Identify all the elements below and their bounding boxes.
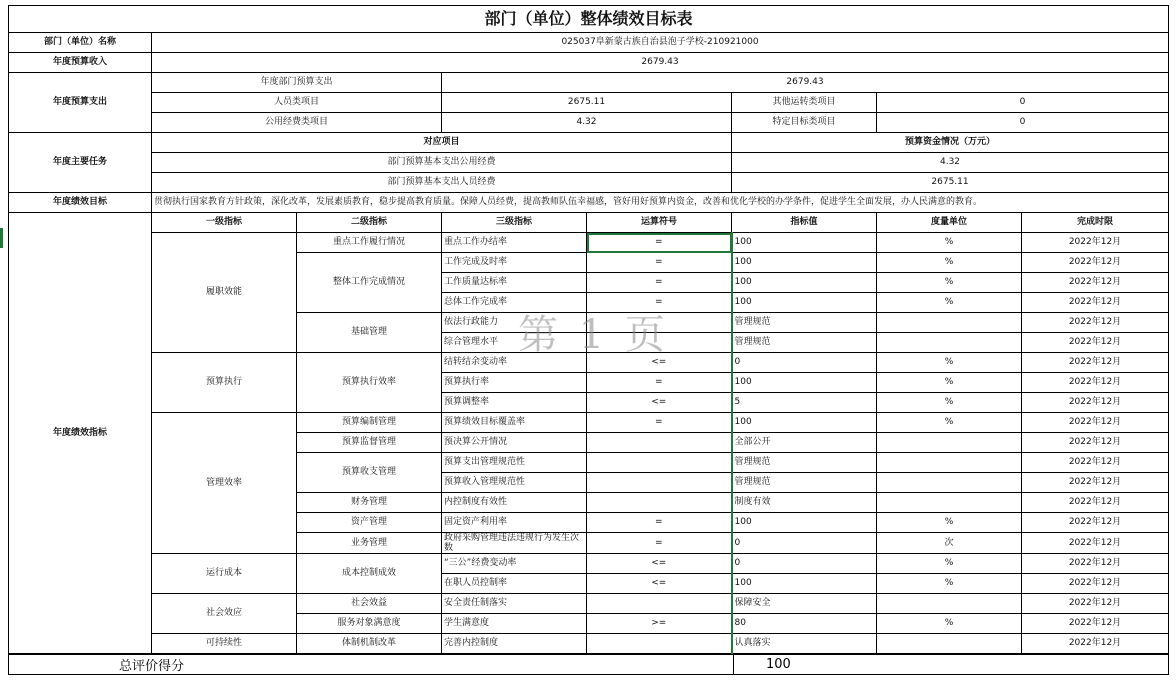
indicator-operator[interactable]: <=: [587, 554, 732, 574]
indicator-operator[interactable]: =: [587, 233, 732, 253]
indicator-level3[interactable]: 预算绩效目标覆盖率: [442, 413, 587, 433]
indicator-target-value[interactable]: 0: [732, 353, 877, 373]
expense-public-value[interactable]: 4.32: [442, 113, 732, 133]
indicator-target-value[interactable]: 管理规范: [732, 453, 877, 473]
indicator-operator[interactable]: =: [587, 513, 732, 533]
indicator-level3[interactable]: 在职人员控制率: [442, 574, 587, 594]
indicator-header[interactable]: 完成时限: [1022, 213, 1169, 233]
indicator-deadline[interactable]: 2022年12月: [1022, 574, 1169, 594]
indicator-level3[interactable]: 总体工作完成率: [442, 293, 587, 313]
indicator-level3[interactable]: 结转结余变动率: [442, 353, 587, 373]
indicator-level2[interactable]: 预算监督管理: [297, 433, 442, 453]
indicator-unit[interactable]: %: [877, 373, 1022, 393]
indicator-operator[interactable]: =: [587, 373, 732, 393]
tasks-col-item[interactable]: 对应项目: [152, 133, 732, 153]
indicator-operator[interactable]: <=: [587, 574, 732, 594]
indicator-unit[interactable]: [877, 333, 1022, 353]
indicator-unit[interactable]: %: [877, 293, 1022, 313]
indicator-level2[interactable]: 预算执行效率: [297, 353, 442, 413]
indicator-deadline[interactable]: 2022年12月: [1022, 353, 1169, 373]
indicators-label[interactable]: 年度绩效指标: [9, 213, 152, 654]
indicator-target-value[interactable]: 80: [732, 614, 877, 634]
indicator-unit[interactable]: %: [877, 273, 1022, 293]
indicator-target-value[interactable]: 100: [732, 513, 877, 533]
income-label[interactable]: 年度预算收入: [9, 53, 152, 73]
indicator-level3[interactable]: 预算支出管理规范性: [442, 453, 587, 473]
indicator-unit[interactable]: %: [877, 253, 1022, 273]
indicator-target-value[interactable]: 100: [732, 574, 877, 594]
indicator-deadline[interactable]: 2022年12月: [1022, 313, 1169, 333]
indicator-unit[interactable]: [877, 433, 1022, 453]
indicator-row: [9, 413, 1169, 433]
dept-label[interactable]: 部门（单位）名称: [9, 33, 152, 53]
indicator-level2[interactable]: 体制机制改革: [297, 634, 442, 654]
tasks-label[interactable]: 年度主要任务: [9, 133, 152, 193]
task-fund[interactable]: 2675.11: [732, 173, 1169, 193]
indicator-unit[interactable]: %: [877, 513, 1022, 533]
indicator-deadline[interactable]: 2022年12月: [1022, 273, 1169, 293]
indicator-unit[interactable]: [877, 453, 1022, 473]
indicator-level3[interactable]: 预算收入管理规范性: [442, 473, 587, 493]
indicator-level3[interactable]: 预算执行率: [442, 373, 587, 393]
indicator-level2[interactable]: 资产管理: [297, 513, 442, 533]
dept-value[interactable]: 025037阜新蒙古族自治县泡子学校-210921000: [152, 33, 1169, 53]
indicator-level1[interactable]: 预算执行: [152, 353, 297, 413]
indicator-level2[interactable]: 成本控制成效: [297, 554, 442, 594]
footer-value[interactable]: 100: [734, 655, 1169, 675]
task-fund[interactable]: 4.32: [732, 153, 1169, 173]
expense-total-value[interactable]: 2679.43: [442, 73, 1169, 93]
indicator-level1[interactable]: 可持续性: [152, 634, 297, 654]
expense-special-label[interactable]: 特定目标类项目: [732, 113, 877, 133]
indicator-unit[interactable]: %: [877, 574, 1022, 594]
indicator-level2[interactable]: 财务管理: [297, 493, 442, 513]
indicator-target-value[interactable]: 管理规范: [732, 333, 877, 353]
indicator-row: [9, 594, 1169, 614]
indicator-header[interactable]: 度量单位: [877, 213, 1022, 233]
goal-label[interactable]: 年度绩效目标: [9, 193, 152, 213]
expense-label[interactable]: 年度预算支出: [9, 73, 152, 133]
indicator-level3[interactable]: 预决算公开情况: [442, 433, 587, 453]
indicator-target-value[interactable]: 0: [732, 554, 877, 574]
indicator-level3[interactable]: 学生满意度: [442, 614, 587, 634]
indicator-row: [9, 554, 1169, 574]
indicator-operator[interactable]: [587, 493, 732, 513]
indicator-unit[interactable]: %: [877, 233, 1022, 253]
indicator-deadline[interactable]: 2022年12月: [1022, 233, 1169, 253]
indicator-unit[interactable]: %: [877, 413, 1022, 433]
footer-score: [8, 654, 1169, 675]
indicator-level2[interactable]: 整体工作完成情况: [297, 253, 442, 313]
indicator-level2[interactable]: 预算编制管理: [297, 413, 442, 433]
indicator-header[interactable]: 指标值: [732, 213, 877, 233]
indicator-deadline[interactable]: 2022年12月: [1022, 293, 1169, 313]
indicator-level3[interactable]: 内控制度有效性: [442, 493, 587, 513]
indicator-operator[interactable]: [587, 473, 732, 493]
indicator-level1[interactable]: 管理效率: [152, 413, 297, 554]
indicator-target-value[interactable]: 全部公开: [732, 433, 877, 453]
indicator-target-value[interactable]: 认真落实: [732, 634, 877, 654]
indicator-level3[interactable]: 政府采购管理违法违规行为发生次数: [442, 533, 587, 554]
indicator-level1[interactable]: 履职效能: [152, 233, 297, 353]
indicator-level2[interactable]: 社会效益: [297, 594, 442, 614]
indicator-target-value[interactable]: 管理规范: [732, 473, 877, 493]
indicator-level3[interactable]: 依法行政能力: [442, 313, 587, 333]
indicator-operator[interactable]: =: [587, 273, 732, 293]
indicator-unit[interactable]: %: [877, 614, 1022, 634]
indicator-target-value[interactable]: 制度有效: [732, 493, 877, 513]
income-value[interactable]: 2679.43: [152, 53, 1169, 73]
indicator-level3[interactable]: 重点工作办结率: [442, 233, 587, 253]
expense-other-label[interactable]: 其他运转类项目: [732, 93, 877, 113]
footer-label[interactable]: 总评价得分: [9, 655, 734, 675]
goal-text[interactable]: 贯彻执行国家教育方针政策，深化改革，发展素质教育，稳步提高教育质量。保障人员经费，提高教师队伍幸福感，管好用好预算内资金，改善和优化学校的办学条件，促进学生全面发展，办人民满意的教育。: [152, 193, 1169, 213]
indicator-header[interactable]: 一级指标: [152, 213, 297, 233]
indicator-target-value[interactable]: 0: [732, 533, 877, 554]
expense-public-label[interactable]: 公用经费类项目: [152, 113, 442, 133]
indicator-header[interactable]: 三级指标: [442, 213, 587, 233]
indicator-level1[interactable]: 运行成本: [152, 554, 297, 594]
task-item[interactable]: 部门预算基本支出人员经费: [152, 173, 732, 193]
expense-total-label[interactable]: 年度部门预算支出: [152, 73, 442, 93]
indicator-level2[interactable]: 预算收支管理: [297, 453, 442, 493]
indicator-deadline[interactable]: 2022年12月: [1022, 614, 1169, 634]
indicator-operator[interactable]: =: [587, 293, 732, 313]
indicator-unit[interactable]: %: [877, 393, 1022, 413]
indicator-level3[interactable]: 综合管理水平: [442, 333, 587, 353]
indicator-deadline[interactable]: 2022年12月: [1022, 373, 1169, 393]
indicator-deadline[interactable]: 2022年12月: [1022, 253, 1169, 273]
indicator-deadline[interactable]: 2022年12月: [1022, 594, 1169, 614]
indicator-operator[interactable]: =: [587, 413, 732, 433]
indicator-operator[interactable]: [587, 634, 732, 654]
expense-personnel-value[interactable]: 2675.11: [442, 93, 732, 113]
indicator-level3[interactable]: 工作质量达标率: [442, 273, 587, 293]
indicator-target-value[interactable]: 100: [732, 413, 877, 433]
indicator-target-value[interactable]: 100: [732, 293, 877, 313]
indicator-target-value[interactable]: 100: [732, 253, 877, 273]
indicator-level3[interactable]: 完善内控制度: [442, 634, 587, 654]
expense-special-value[interactable]: 0: [877, 113, 1169, 133]
indicator-unit[interactable]: [877, 594, 1022, 614]
indicator-level3[interactable]: 固定资产利用率: [442, 513, 587, 533]
indicator-deadline[interactable]: 2022年12月: [1022, 393, 1169, 413]
indicator-target-value[interactable]: 管理规范: [732, 313, 877, 333]
indicator-level2[interactable]: 基础管理: [297, 313, 442, 353]
indicator-operator[interactable]: [587, 453, 732, 473]
indicator-deadline[interactable]: 2022年12月: [1022, 554, 1169, 574]
indicator-level3[interactable]: “三公”经费变动率: [442, 554, 587, 574]
indicator-operator[interactable]: <=: [587, 393, 732, 413]
tasks-col-fund[interactable]: 预算资金情况（万元）: [732, 133, 1169, 153]
indicator-target-value[interactable]: 5: [732, 393, 877, 413]
indicator-operator[interactable]: [587, 594, 732, 614]
indicator-target-value[interactable]: 100: [732, 373, 877, 393]
indicator-deadline[interactable]: 2022年12月: [1022, 453, 1169, 473]
indicator-operator[interactable]: <=: [587, 353, 732, 373]
page-watermark: 第 1 页: [518, 312, 669, 358]
indicator-deadline[interactable]: 2022年12月: [1022, 433, 1169, 453]
page-title: 部门（单位）整体绩效目标表: [9, 6, 1169, 33]
indicator-unit[interactable]: [877, 634, 1022, 654]
indicator-unit[interactable]: [877, 313, 1022, 333]
indicator-unit[interactable]: 次: [877, 533, 1022, 554]
indicator-deadline[interactable]: 2022年12月: [1022, 493, 1169, 513]
indicator-target-value[interactable]: 保障安全: [732, 594, 877, 614]
indicator-operator[interactable]: [587, 433, 732, 453]
indicator-level2[interactable]: 业务管理: [297, 533, 442, 554]
indicator-level2[interactable]: 重点工作履行情况: [297, 233, 442, 253]
indicator-level1[interactable]: 社会效应: [152, 594, 297, 634]
indicator-target-value[interactable]: 100: [732, 233, 877, 253]
indicator-deadline[interactable]: 2022年12月: [1022, 634, 1169, 654]
indicator-deadline[interactable]: 2022年12月: [1022, 513, 1169, 533]
indicator-target-value[interactable]: 100: [732, 273, 877, 293]
indicator-unit[interactable]: [877, 473, 1022, 493]
expense-other-value[interactable]: 0: [877, 93, 1169, 113]
indicator-header[interactable]: 运算符号: [587, 213, 732, 233]
task-item[interactable]: 部门预算基本支出公用经费: [152, 153, 732, 173]
indicator-deadline[interactable]: 2022年12月: [1022, 413, 1169, 433]
indicator-row: [9, 233, 1169, 253]
indicator-level2[interactable]: 服务对象满意度: [297, 614, 442, 634]
indicator-row: [9, 634, 1169, 654]
selection-edge-marker: [0, 228, 3, 248]
indicator-level3[interactable]: 预算调整率: [442, 393, 587, 413]
expense-personnel-label[interactable]: 人员类项目: [152, 93, 442, 113]
indicator-operator[interactable]: =: [587, 253, 732, 273]
indicator-deadline[interactable]: 2022年12月: [1022, 473, 1169, 493]
indicator-unit[interactable]: %: [877, 353, 1022, 373]
indicator-deadline[interactable]: 2022年12月: [1022, 533, 1169, 554]
indicator-level3[interactable]: 安全责任制落实: [442, 594, 587, 614]
indicator-unit[interactable]: %: [877, 554, 1022, 574]
indicator-operator[interactable]: >=: [587, 614, 732, 634]
indicator-deadline[interactable]: 2022年12月: [1022, 333, 1169, 353]
indicator-level3[interactable]: 工作完成及时率: [442, 253, 587, 273]
indicator-operator[interactable]: =: [587, 533, 732, 554]
indicator-header[interactable]: 二级指标: [297, 213, 442, 233]
indicator-unit[interactable]: [877, 493, 1022, 513]
